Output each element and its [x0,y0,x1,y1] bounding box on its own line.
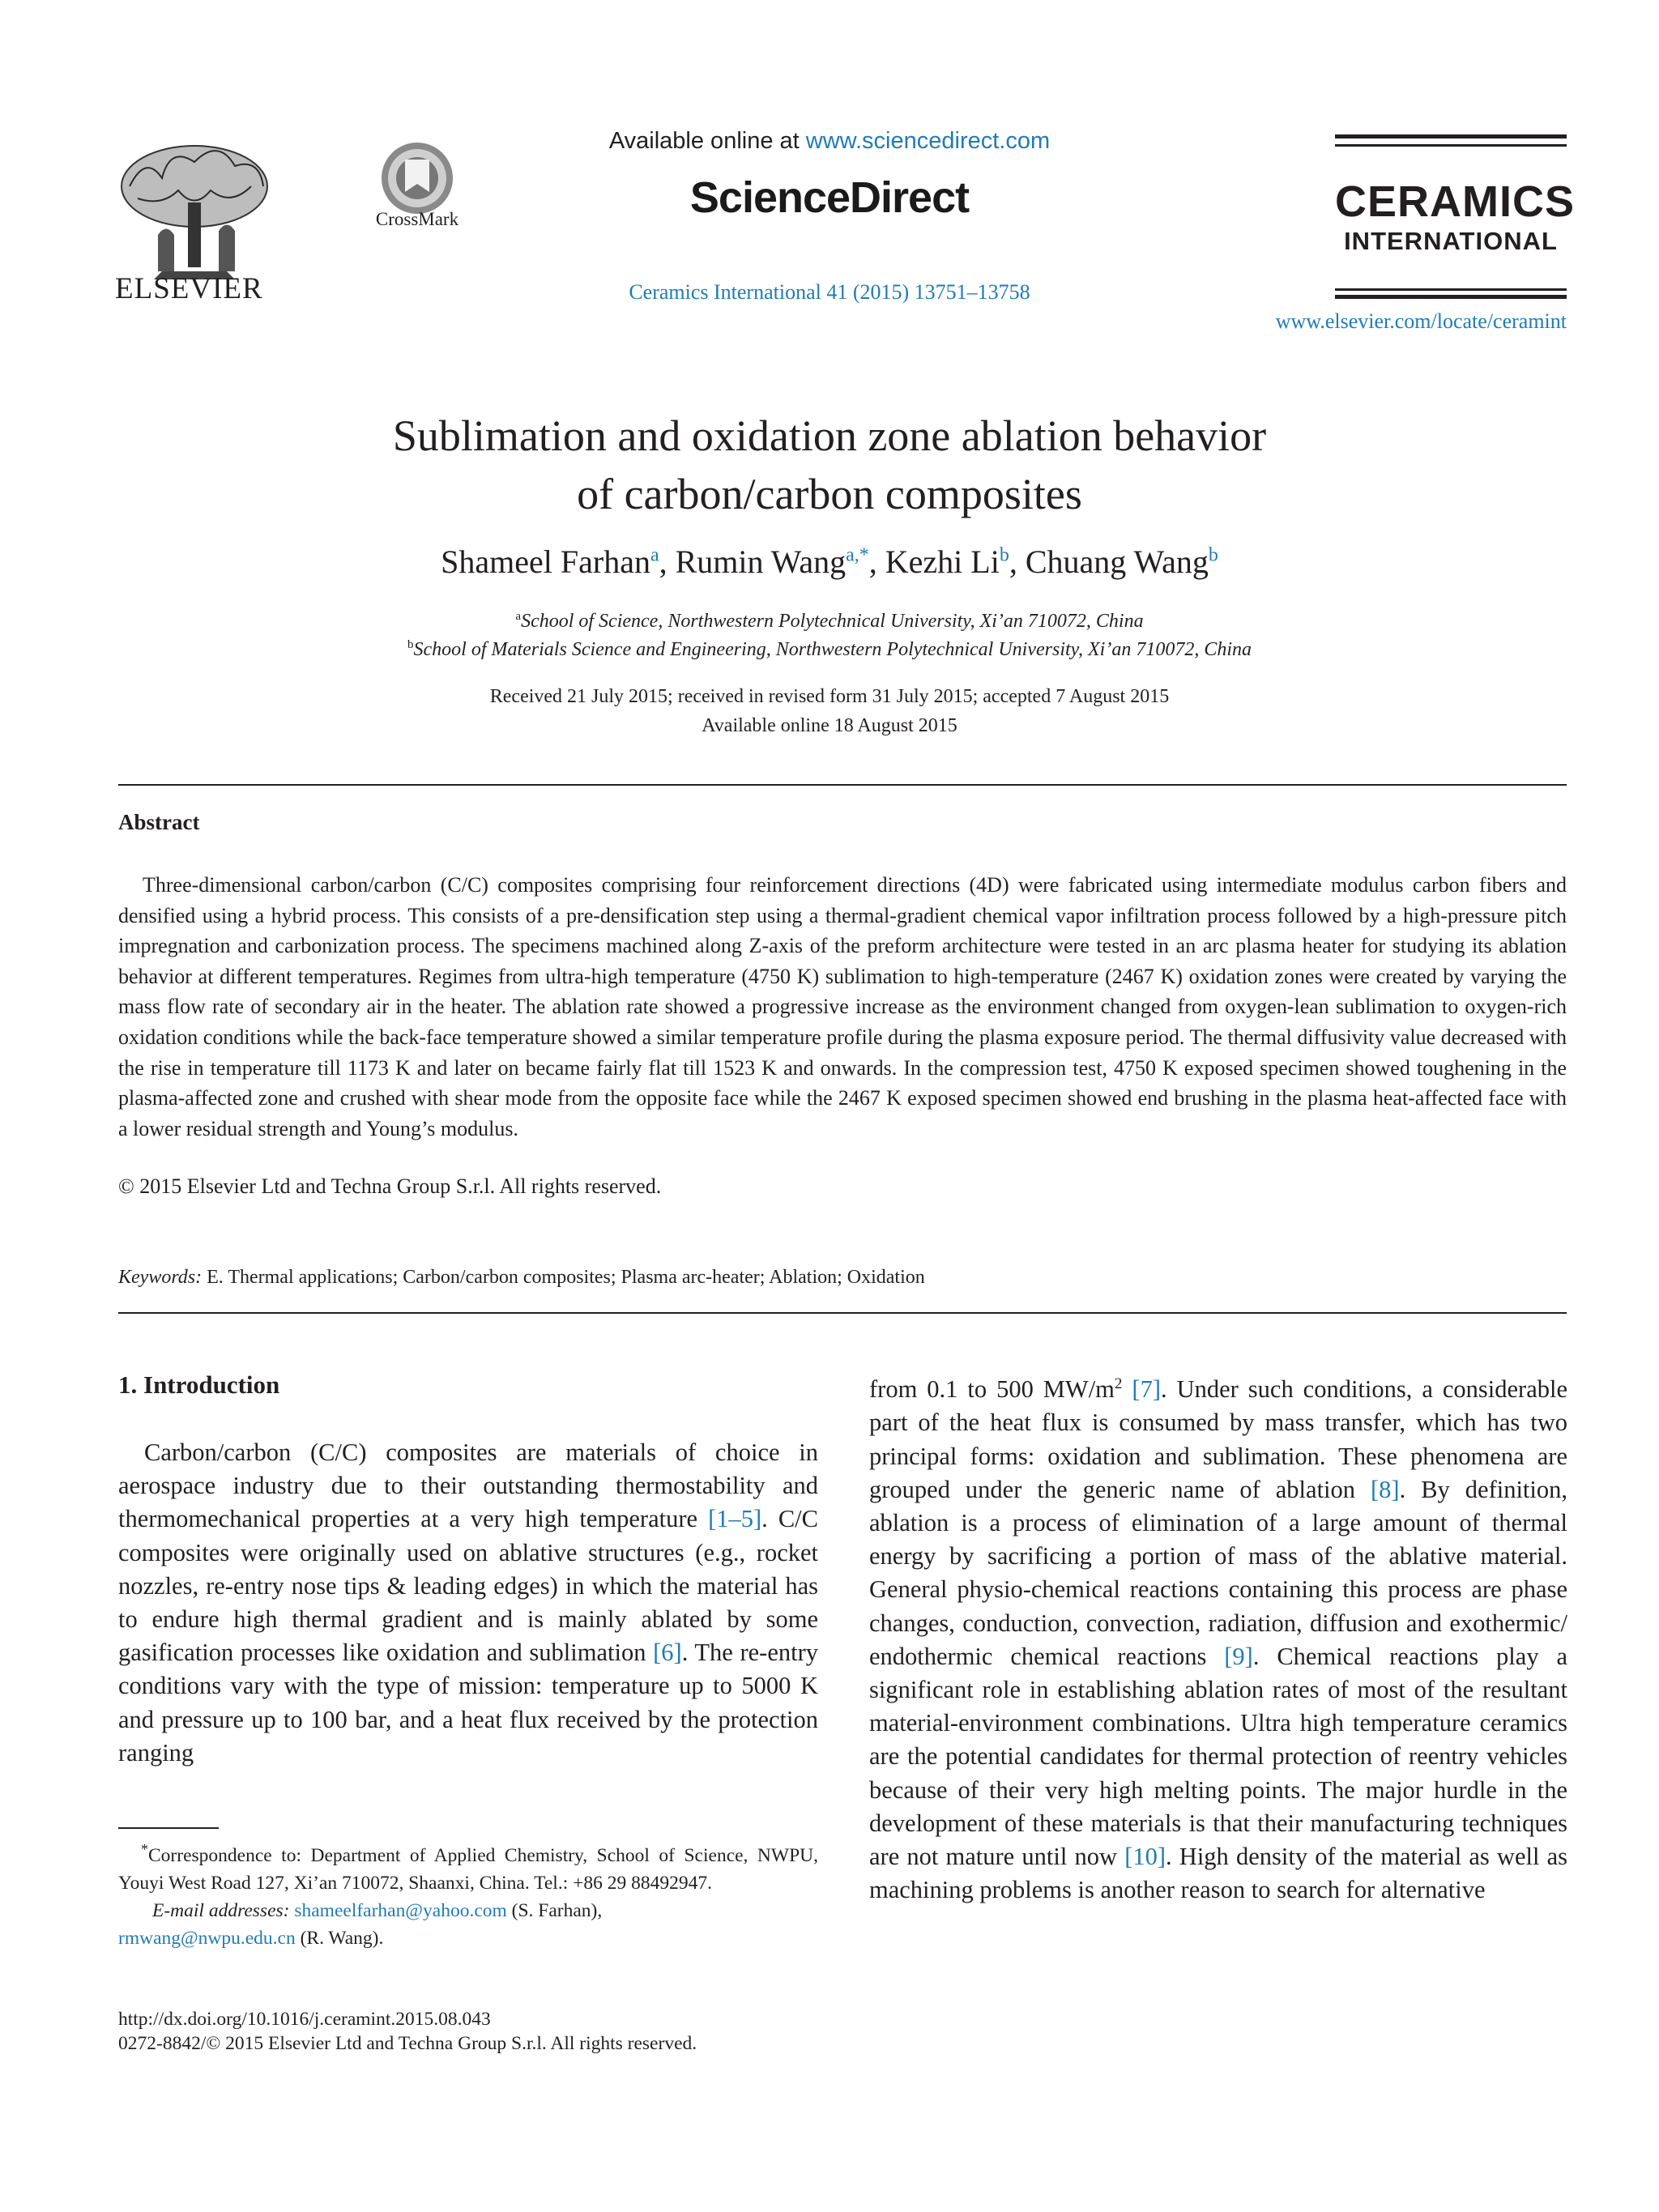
author-list: Shameel Farhan$^a$, Rumin Wang$^{a,*}$, Kezhi Li$^b$, Chuang Wang$^b$ [441,543,1218,580]
citation-link[interactable]: [8] [1371,1475,1400,1503]
affiliation-b [0,638,1659,661]
author-affiliation-link[interactable]: b [999,544,1009,566]
abstract-top-rule [118,784,1567,786]
available-online-line [0,128,1659,155]
sciencedirect-link[interactable]: www.sciencedirect.com [805,128,1051,154]
crossmark-label: CrossMark [375,209,459,229]
publisher-wordmark: ELSEVIER [115,272,263,305]
abstract-copyright: © 2015 Elsevier Ltd and Techna Group S.r.l. All rights reserved. [118,1174,662,1198]
affiliation-text: School of Materials Science and Engineering, Northwestern Polytechnical University, Xi’an 710072, China [413,639,1252,660]
masthead-rule-bottom-1 [1335,288,1567,291]
masthead-rule-top-1 [1335,134,1567,139]
article-title [0,407,1659,523]
affiliation-text: School of Science, Northwestern Polytechnical University, Xi’an 710072, China [521,611,1144,632]
email-owner: (S. Farhan), [506,1899,603,1921]
affiliation-marker: a [515,610,522,623]
body-text: from 0.1 to 500 MW/m [869,1375,1115,1404]
available-online-date: Available online 18 August 2015 [702,715,957,736]
article-history [0,682,1659,740]
section-heading: 1. Introduction [118,1370,280,1399]
email-label: E-mail addresses: [152,1899,290,1921]
citation-link[interactable]: [9] [1224,1642,1253,1670]
author-name: Shameel Farhan [441,543,650,580]
affiliation-marker: b [407,638,414,651]
author-name: Rumin Wang [675,543,847,580]
author-name: Chuang Wang [1025,543,1209,580]
author-name: Kezhi Li [885,543,1000,580]
masthead-rule-bottom-2 [1335,295,1567,299]
intro-column-right [869,1367,1567,1907]
footnote-star: * [141,1841,148,1857]
available-online-prefix: Available online at [608,128,806,154]
citation-link[interactable]: [6] [653,1639,682,1667]
email-owner: (R. Wang). [295,1927,384,1949]
received-dates: Received 21 July 2015; received in revised form 31 July 2015; accepted 7 August 2015 [489,686,1170,707]
abstract-heading: Abstract [118,810,200,834]
keywords-label: Keywords: [118,1267,203,1288]
citation-link[interactable]: [1–5] [708,1505,762,1533]
body-text: . High density of the material as well as machining problems is another reason to search for alternative [869,1843,1567,1904]
body-text [1122,1375,1132,1403]
footnote-rule [118,1827,219,1829]
correspondence-footnote [118,1835,818,1952]
doi-block [118,2007,697,2056]
body-text: . Chemical reactions play a significant role in establishing ablation rates of most of the resultant material-environment combinations. Ultra high temperature ceramics are the potential candidates for thermal protection of reentry vehicles because of their very high melting points. The major hurdle in the development of these materials is that their manufacturing techniques are not mature until now [869,1642,1567,1870]
correspondence-text: Correspondence to: Department of Applied Chemistry, School of Science, NWPU, Youyi West Road 127, Xi’an 710072, Shaanxi, China. Tel.: +86 29 88492947. [118,1844,818,1894]
doi-link[interactable]: http://dx.doi.org/10.1016/j.ceramint.2015.08.043 [118,2009,491,2030]
masthead-rule-top-2 [1335,144,1567,147]
sciencedirect-logo: ScienceDirect [689,173,970,222]
keywords-bottom-rule [118,1312,1567,1314]
article-title-line-1: Sublimation and oxidation zone ablation behavior [392,411,1267,460]
journal-homepage-link[interactable]: www.elsevier.com/locate/ceramint [1275,309,1567,333]
author-affiliation-link[interactable]: a [650,544,659,566]
affiliation-a [0,610,1659,633]
author-affiliation-link[interactable]: a,* [846,544,869,566]
keywords [118,1267,925,1289]
keywords-list: E. Thermal applications; Carbon/carbon composites; Plasma arc-heater; Ablation; Oxidation [207,1267,925,1288]
article-title-line-2: of carbon/carbon composites [577,470,1082,518]
issn-copyright: 0272-8842/© 2015 Elsevier Ltd and Techna Group S.r.l. All rights reserved. [118,2033,697,2054]
body-text: . C/C composites were originally used on ablative structures (e.g., rocket nozzles, re-entry nose tips & leading edges) in which the material has to endure high thermal gradient and is mainly ablated by some gasification processes like oxidation and sublimation [118,1505,818,1667]
body-text: . Under such conditions, a considerable part of the heat flux is consumed by mass transfer, which has two principal forms: oxidation and sublimation. These phenomena are grouped under the generic name of ablation [869,1375,1567,1503]
abstract-text: Three-dimensional carbon/carbon (C/C) composites comprising four reinforcement directions (4D) were fabricated using intermediate modulus carbon fibers and densified using a hybrid process. This consists of a pre-densification step using a thermal-gradient chemical vapor infiltration process followed by a high-pressure pitch impregnation and carbonization process. The specimens machined along Z-axis of the preform architecture were tested in an arc plasma heater for studying its ablation behavior at different temperatures. Regimes from ultra-high temperature (4750 K) sublimation to high-temperature (2467 K) oxidation zones were created by varying the mass flow rate of secondary air in the heater. The ablation rate showed a progressive increase as the environment changed from oxygen-lean sublimation to oxygen-rich oxidation conditions while the back-face temperature showed a similar temperature profile during the plasma exposure period. The thermal diffusivity value decreased with the rise in temperature till 1173 K and later on became fairly flat till 1523 K and onwards. In the compression test, 4750 K exposed specimen showed toughening in the plasma-affected zone and crushed with shear mode from the opposite face while the 2467 K exposed specimen showed end brushing in the plasma heat-affected face with a lower residual strength and Young’s modulus. [118,873,1567,1140]
email-link-farhan[interactable]: shameelfarhan@yahoo.com [294,1899,507,1921]
body-text: . By definition, ablation is a process of elimination of a large amount of thermal energy by sacrificing a portion of mass of the ablative material. General physio-chemical reactions containing this process are phase changes, conduction, convection, radiation, diffusion and exothermic/ endothermic chemical reactions [869,1475,1568,1670]
email-link-wang[interactable]: rmwang@nwpu.edu.cn [118,1927,296,1949]
body-text: . The re-entry conditions vary with the type of mission: temperature up to 5000 K and pressure up to 100 bar, and a heat flux received by the protection ranging [118,1639,819,1767]
journal-subtitle: INTERNATIONAL [1344,227,1558,255]
intro-column-left [118,1436,818,1770]
journal-title: CERAMICS [1335,177,1576,226]
body-text: Carbon/carbon (C/C) composites are materials of choice in aerospace industry due to their outstanding thermostability and thermomechanical properties at a very high temperature [118,1438,818,1533]
citation-link[interactable]: [10] [1124,1843,1166,1870]
author-affiliation-link[interactable]: b [1208,544,1218,566]
journal-reference-link[interactable]: Ceramics International 41 (2015) 13751–13758 [629,280,1030,304]
superscript: 2 [1114,1375,1123,1392]
citation-link[interactable]: [7] [1132,1375,1161,1404]
